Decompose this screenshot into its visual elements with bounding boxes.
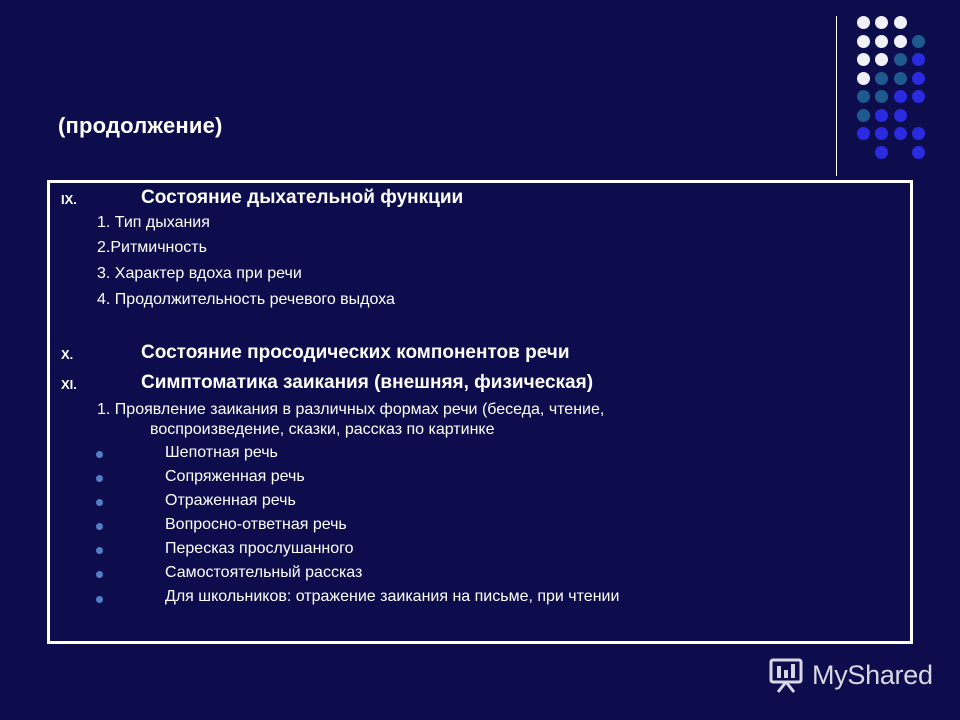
decorative-dot xyxy=(912,90,925,103)
decorative-dot xyxy=(894,35,907,48)
decorative-dot xyxy=(894,127,907,140)
bullet-icon xyxy=(96,547,103,554)
bullet-icon xyxy=(96,475,103,482)
decorative-dot-grid xyxy=(0,0,960,160)
list-item: 1. Проявление заикания в различных формах речи (беседа, чтение, xyxy=(97,401,605,418)
decorative-dot xyxy=(894,53,907,66)
list-item-continuation: воспроизведение, сказки, рассказ по картинке xyxy=(150,421,495,438)
decorative-dot xyxy=(894,72,907,85)
section-heading: Состояние просодических компонентов речи xyxy=(141,342,570,363)
bullet-icon xyxy=(96,596,103,603)
bullet-item: Отраженная речь xyxy=(165,492,296,509)
section-number: XI. xyxy=(61,377,77,392)
bullet-item: Самостоятельный рассказ xyxy=(165,564,363,581)
bullet-item: Шепотная речь xyxy=(165,444,278,461)
decorative-dot xyxy=(857,90,870,103)
decorative-dot xyxy=(912,35,925,48)
decorative-dot xyxy=(875,35,888,48)
list-item: 1. Тип дыхания xyxy=(97,214,210,231)
section-heading: Симптоматика заикания (внешняя, физическая) xyxy=(141,372,594,393)
slide-title: (продолжение) xyxy=(58,113,223,138)
bullet-item: Для школьников: отражение заикания на письме, при чтении xyxy=(165,588,620,605)
decorative-dot xyxy=(875,146,888,159)
decorative-dot xyxy=(857,127,870,140)
decorative-dot xyxy=(875,72,888,85)
presentation-board-icon xyxy=(768,656,804,694)
decorative-dot xyxy=(857,16,870,29)
watermark-text: MyShared xyxy=(812,660,933,690)
decorative-dot xyxy=(894,109,907,122)
section-number: X. xyxy=(61,347,74,362)
bullet-item: Пересказ прослушанного xyxy=(165,540,354,557)
section-heading: Состояние дыхательной функции xyxy=(141,187,464,208)
bullet-icon xyxy=(96,499,103,506)
decorative-dot xyxy=(875,109,888,122)
decorative-dot xyxy=(875,53,888,66)
section-number: IX. xyxy=(61,192,77,207)
decorative-dot xyxy=(912,72,925,85)
bullet-item: Вопросно-ответная речь xyxy=(165,516,347,533)
list-item: 4. Продолжительность речевого выдоха xyxy=(97,291,395,308)
bullet-icon xyxy=(96,523,103,530)
decorative-dot xyxy=(875,16,888,29)
decorative-dot xyxy=(912,53,925,66)
myshared-watermark xyxy=(768,656,940,696)
decorative-dot xyxy=(857,72,870,85)
decorative-dot xyxy=(875,127,888,140)
content-box xyxy=(47,180,913,644)
decorative-dot xyxy=(857,53,870,66)
bullet-item: Сопряженная речь xyxy=(165,468,305,485)
decorative-dot xyxy=(894,90,907,103)
decorative-dot xyxy=(912,146,925,159)
decorative-dot xyxy=(857,109,870,122)
decorative-dot xyxy=(894,16,907,29)
bullet-icon xyxy=(96,451,103,458)
decorative-dot xyxy=(857,35,870,48)
decorative-dot xyxy=(912,127,925,140)
list-item: 2.Ритмичность xyxy=(97,239,207,256)
decorative-dot xyxy=(875,90,888,103)
bullet-icon xyxy=(96,571,103,578)
list-item: 3. Характер вдоха при речи xyxy=(97,265,302,282)
